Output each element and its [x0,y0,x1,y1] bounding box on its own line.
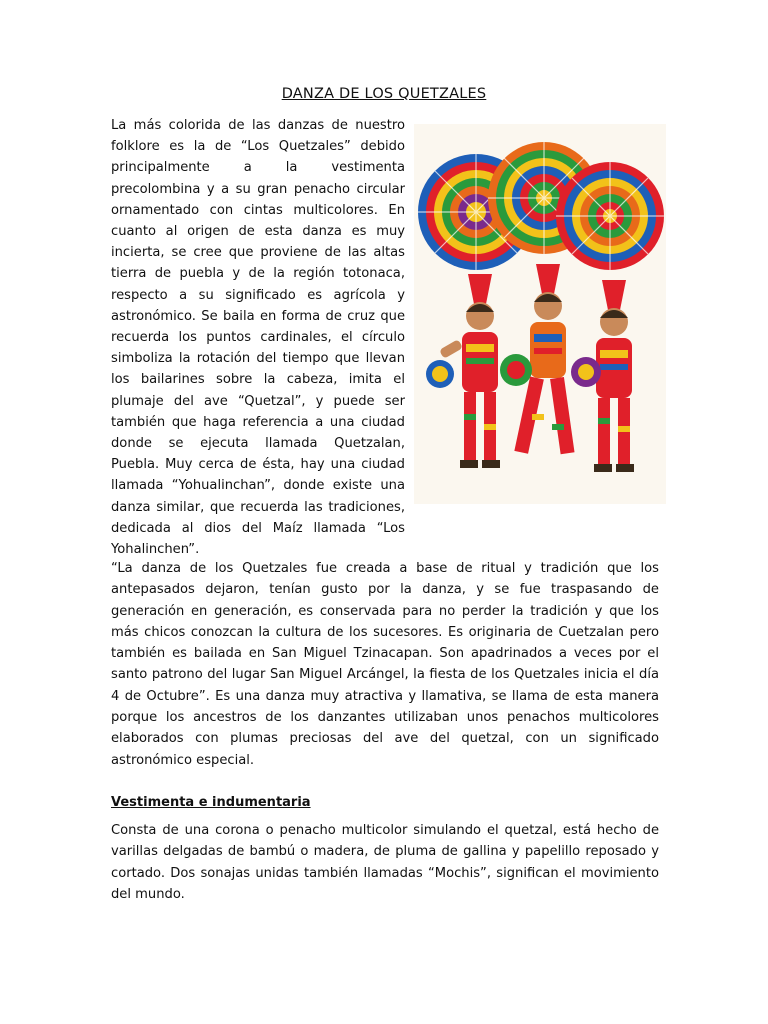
section-heading: Vestimenta e indumentaria [111,795,311,810]
section-paragraph: Consta de una corona o penacho multicolor simulando el quetzal, está hecho de varillas delgadas de bambú o madera, de pluma de gallina y papelillo reposado y cortado. Dos sonajas unidas también llamadas “Mochis”, significan el movimiento del mundo. [111,823,659,902]
page-title: DANZA DE LOS QUETZALES [281,86,487,102]
second-paragraph: “La danza de los Quetzales fue creada a base de ritual y tradición que los antepasados dejaron, tenían gusto por la danza, y se fue traspasando de generación en generación, es conservada para no perder la tradición y que los más chicos conozcan la cultura de los sucesores. Es originaria de Cuetzalan pero también es bailada en San Miguel Tzinacapan. Son apadrinados a veces por el santo patrono del lugar San Miguel Arcángel, la fiesta de los Quetzales inicia el día 4 de Octubre”. Es una danza muy atractiva y llamativa, se llama de esta manera porque los ancestros de los danzantes utilizaban unos penachos multicolores elaborados con plumas preciosas del ave del quetzal, con un significado astronómico especial. [111,561,659,768]
dancers-illustration [414,124,666,504]
intro-paragraph: La más colorida de las danzas de nuestro folklore es la de “Los Quetzales” debido principalmente a la vestimenta precolombina y a su gran penacho circular ornamentado con cintas multicolores. En cuanto al origen de esta danza es muy incierta, se cree que proviene de las altas tierra de puebla y de la región totonaca, respecto a su significado es agrícola y astronómico. Se baila en forma de cruz que recuerda los puntos cardinales, el círculo simboliza la rotación del tiempo que llevan los bailarines sobre la cabeza, imita el plumaje del ave “Quetzal”, y puede ser también que haga referencia a una ciudad donde se ejecuta llamada Quetzalan, Puebla. Muy cerca de ésta, hay una ciudad llamada “Yohualinchan”, donde existe una danza similar, que recuerda las tradiciones, dedicada al dios del Maíz llamada “Los Yohalinchen”. [111,118,405,558]
